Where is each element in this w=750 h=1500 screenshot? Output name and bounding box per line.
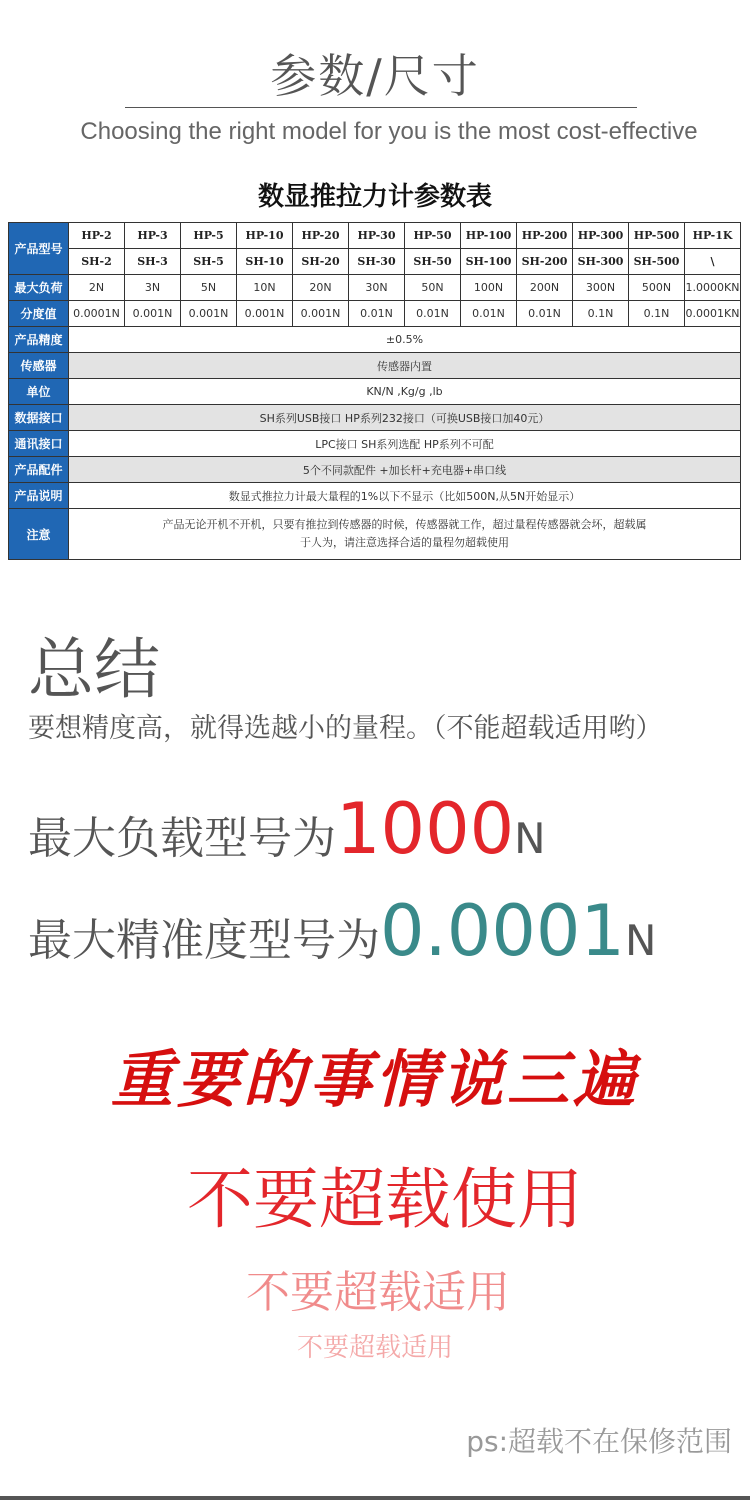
row-label: 分度值 bbox=[9, 301, 69, 327]
table-title: 数显推拉力计参数表 bbox=[257, 182, 492, 212]
section-title: 参数/尺寸 bbox=[270, 49, 480, 103]
table-cell: SH-50 bbox=[405, 249, 461, 275]
table-cell: 0.01N bbox=[461, 301, 517, 327]
max-precision-value: 0.0001 bbox=[380, 890, 625, 972]
max-load-line bbox=[28, 788, 546, 870]
table-row bbox=[9, 223, 741, 249]
table-cell: SH-300 bbox=[573, 249, 629, 275]
important-heading: 重要的事情说三遍 bbox=[110, 1043, 639, 1116]
table-cell: 0.01N bbox=[517, 301, 573, 327]
table-cell: SH-500 bbox=[629, 249, 685, 275]
max-precision-unit: N bbox=[624, 916, 657, 965]
table-cell: 0.001N bbox=[181, 301, 237, 327]
table-cell: SH-10 bbox=[237, 249, 293, 275]
table-cell: 5N bbox=[181, 275, 237, 301]
table-cell: 0.001N bbox=[125, 301, 181, 327]
row-label: 通讯接口 bbox=[9, 431, 69, 457]
table-cell: 3N bbox=[125, 275, 181, 301]
table-cell: SH-100 bbox=[461, 249, 517, 275]
table-cell: HP-300 bbox=[573, 223, 629, 249]
table-row bbox=[9, 509, 741, 560]
warning-line-1: 不要超载使用 bbox=[187, 1161, 583, 1238]
table-cell: HP-50 bbox=[405, 223, 461, 249]
row-label: 产品精度 bbox=[9, 327, 69, 353]
table-row bbox=[9, 353, 741, 379]
max-precision-line bbox=[28, 890, 656, 972]
table-cell: HP-10 bbox=[237, 223, 293, 249]
table-cell: 1.0000KN bbox=[685, 275, 741, 301]
row-value: ±0.5% bbox=[69, 327, 741, 353]
row-label: 传感器 bbox=[9, 353, 69, 379]
table-cell: SH-200 bbox=[517, 249, 573, 275]
table-cell: SH-5 bbox=[181, 249, 237, 275]
table-cell: HP-20 bbox=[293, 223, 349, 249]
table-cell: 0.001N bbox=[293, 301, 349, 327]
summary-text: 要想精度高，就得选越小的量程。（不能超载适用哟） bbox=[28, 713, 663, 744]
row-value: 5个不同款配件 +加长杆+充电器+串口线 bbox=[69, 457, 741, 483]
row-label: 单位 bbox=[9, 379, 69, 405]
row-label: 产品配件 bbox=[9, 457, 69, 483]
table-row bbox=[9, 457, 741, 483]
table-cell: HP-500 bbox=[629, 223, 685, 249]
table-cell: \ bbox=[685, 249, 741, 275]
table-row bbox=[9, 301, 741, 327]
warning-line-3: 不要超载适用 bbox=[296, 1333, 453, 1363]
max-precision-prefix: 最大精准度型号为 bbox=[28, 915, 380, 966]
max-load-prefix: 最大负载型号为 bbox=[28, 813, 336, 864]
table-row bbox=[9, 327, 741, 353]
row-value: 传感器内置 bbox=[69, 353, 741, 379]
table-cell: SH-3 bbox=[125, 249, 181, 275]
row-value: KN/N ,Kg/g ,lb bbox=[69, 379, 741, 405]
table-cell: 30N bbox=[349, 275, 405, 301]
table-cell: HP-1K bbox=[685, 223, 741, 249]
table-cell: 500N bbox=[629, 275, 685, 301]
table-cell: 0.01N bbox=[405, 301, 461, 327]
table-row bbox=[9, 483, 741, 509]
table-cell: 0.001N bbox=[237, 301, 293, 327]
row-value: 数显式推拉力计最大量程的1%以下不显示（比如500N,从5N开始显示） bbox=[69, 483, 741, 509]
table-row bbox=[9, 431, 741, 457]
row-label: 最大负荷 bbox=[9, 275, 69, 301]
table-cell: HP-200 bbox=[517, 223, 573, 249]
table-cell: HP-2 bbox=[69, 223, 125, 249]
row-label: 注意 bbox=[9, 509, 69, 560]
table-cell: 0.1N bbox=[629, 301, 685, 327]
table-cell: HP-30 bbox=[349, 223, 405, 249]
table-cell: SH-2 bbox=[69, 249, 125, 275]
table-cell: 10N bbox=[237, 275, 293, 301]
note-value: 产品无论开机不开机，只要有推拉到传感器的时候，传感器就工作，超过量程传感器就会坏，超载属于人为，请注意选择合适的量程勿超载使用 bbox=[69, 509, 741, 560]
summary-title: 总结 bbox=[28, 631, 160, 708]
table-cell: 100N bbox=[461, 275, 517, 301]
table-cell: 0.0001KN bbox=[685, 301, 741, 327]
table-cell: 300N bbox=[573, 275, 629, 301]
table-cell: SH-20 bbox=[293, 249, 349, 275]
warranty-note: ps:超载不在保修范围 bbox=[466, 1425, 732, 1458]
table-row bbox=[9, 275, 741, 301]
row-label: 数据接口 bbox=[9, 405, 69, 431]
table-cell: HP-5 bbox=[181, 223, 237, 249]
table-cell: 0.1N bbox=[573, 301, 629, 327]
table-cell: 2N bbox=[69, 275, 125, 301]
section-subtitle: Choosing the right model for you is the most cost-effective bbox=[80, 118, 698, 145]
warning-line-2: 不要超载适用 bbox=[246, 1267, 510, 1318]
table-cell: 200N bbox=[517, 275, 573, 301]
table-row bbox=[9, 379, 741, 405]
row-value: LPC接口 SH系列选配 HP系列不可配 bbox=[69, 431, 741, 457]
table-cell: HP-3 bbox=[125, 223, 181, 249]
max-load-value: 1000 bbox=[336, 788, 515, 870]
table-row bbox=[9, 249, 741, 275]
table-cell: 50N bbox=[405, 275, 461, 301]
table-row bbox=[9, 405, 741, 431]
row-value: SH系列USB接口 HP系列232接口（可换USB接口加40元） bbox=[69, 405, 741, 431]
table-cell: 0.01N bbox=[349, 301, 405, 327]
spec-table bbox=[8, 222, 741, 560]
bottom-divider bbox=[0, 1496, 750, 1500]
row-label: 产品型号 bbox=[9, 223, 69, 275]
table-cell: 20N bbox=[293, 275, 349, 301]
table-cell: SH-30 bbox=[349, 249, 405, 275]
row-label: 产品说明 bbox=[9, 483, 69, 509]
title-divider bbox=[125, 107, 637, 108]
table-cell: 0.0001N bbox=[69, 301, 125, 327]
max-load-unit: N bbox=[514, 814, 546, 863]
table-cell: HP-100 bbox=[461, 223, 517, 249]
